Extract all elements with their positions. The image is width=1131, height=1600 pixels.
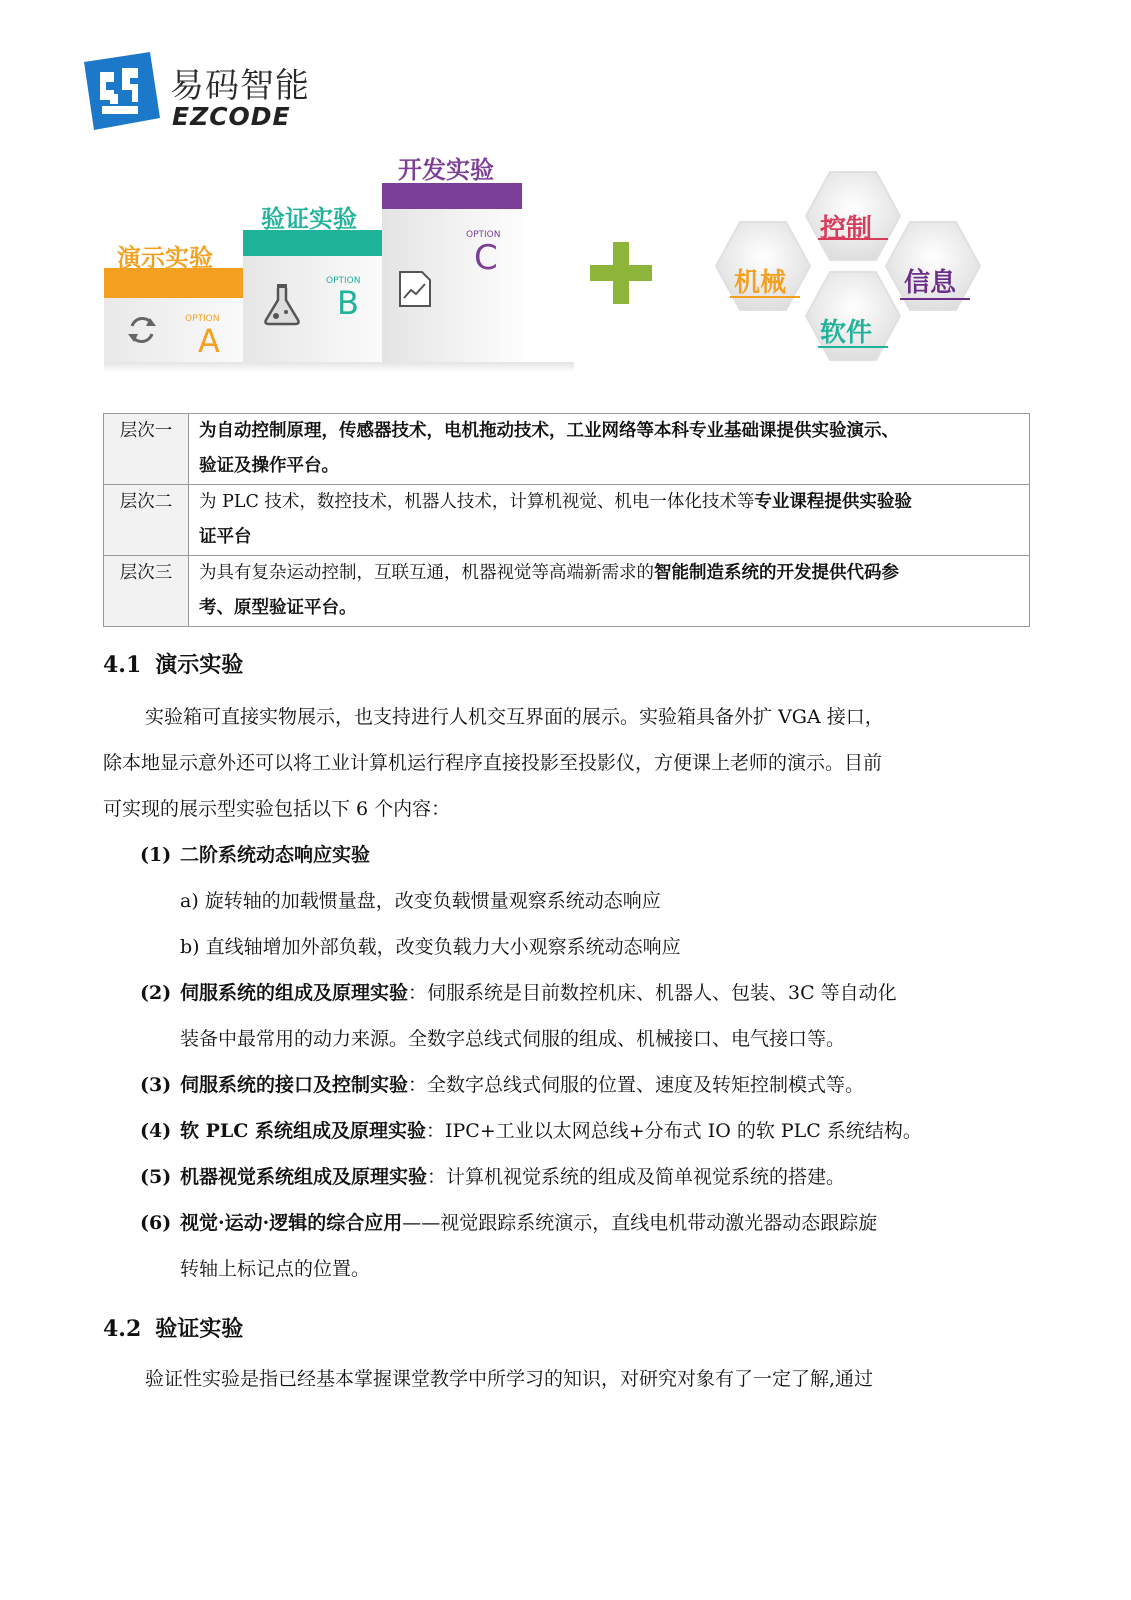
brand-logo: [80, 52, 330, 142]
level-cell: 层次二: [104, 485, 189, 556]
option-a-letter: A: [198, 322, 220, 360]
list-item: [140, 832, 370, 878]
section-4-1-heading: [103, 648, 243, 679]
item-number: (4): [140, 1120, 172, 1142]
paragraph-line: 实验箱可直接实物展示，也支持进行人机交互界面的展示。实验箱具备外扩 VGA 接口，: [145, 706, 884, 728]
desc-bold: 智能制造系统的开发提供代码参: [654, 563, 899, 583]
level-cell: 层次三: [104, 556, 189, 627]
option-b-letter: B: [337, 284, 359, 322]
logo-mark-icon: [80, 52, 162, 134]
option-b-title: 验证实验: [261, 205, 357, 233]
level-desc-cell: [189, 485, 1030, 556]
item-desc: ：全数字总线式伺服的位置、速度及转矩控制模式等。: [408, 1074, 865, 1096]
item-title: 机器视觉系统组成及原理实验: [180, 1166, 428, 1188]
logo-en-text: EZCODE: [172, 102, 291, 131]
plus-icon: [588, 240, 654, 306]
section-number: 4.1: [103, 652, 142, 678]
flask-icon: [262, 282, 302, 328]
paragraph-line: 可实现的展示型实验包括以下 6 个内容：: [103, 798, 451, 820]
item-desc: ：伺服系统是目前数控机床、机器人、包装、3C 等自动化: [408, 982, 897, 1004]
desc-bold: 为自动控制原理，传感器技术，电机拖动技术，工业网络等本科专业基础课提供实验演示、: [199, 421, 899, 441]
item-number: (6): [140, 1212, 172, 1234]
item-continuation: 转轴上标记点的位置。: [180, 1258, 371, 1280]
item-desc: ：IPC+工业以太网总线+分布式 IO 的软 PLC 系统结构。: [426, 1120, 922, 1142]
section-4-2-heading: [103, 1312, 243, 1343]
table-row: [104, 414, 1030, 485]
paragraph-line: 验证性实验是指已经基本掌握课堂教学中所学习的知识，对研究对象有了一定了解,通过: [145, 1368, 874, 1390]
desc-bold: 专业课程提供实验验: [754, 492, 912, 512]
list-item: [140, 1062, 864, 1108]
option-c-letter: C: [474, 238, 498, 278]
table-row: [104, 556, 1030, 627]
desc-plain: 为具有复杂运动控制，互联互通，机器视觉等高端新需求的: [199, 563, 654, 583]
table-row: [104, 485, 1030, 556]
paragraph-line: 除本地显示意外还可以将工业计算机运行程序直接投影至投影仪，方便课上老师的演示。目前: [103, 752, 883, 774]
level-desc-cell: [189, 556, 1030, 627]
option-c-title: 开发实验: [398, 156, 494, 184]
list-item: [140, 1200, 877, 1246]
item-number: (3): [140, 1074, 172, 1096]
desc-bold-cont: 验证及操作平台。: [199, 456, 339, 476]
option-a-tag: OPTION: [185, 314, 220, 324]
hex-label-mechanical: 机械: [734, 268, 787, 298]
list-item: [140, 970, 897, 1016]
option-c-tag: OPTION: [466, 230, 501, 240]
item-title: 伺服系统的组成及原理实验: [180, 982, 409, 1004]
item-desc: ——视觉跟踪系统演示，直线电机带动激光器动态跟踪旋: [402, 1212, 878, 1234]
chart-document-icon: [398, 270, 432, 308]
item-desc: ：计算机视觉系统的组成及简单视觉系统的搭建。: [427, 1166, 846, 1188]
hex-label-control: 控制: [820, 214, 873, 244]
section-title: 验证实验: [155, 1316, 244, 1342]
hex-label-information: 信息: [904, 268, 957, 298]
section-number: 4.2: [103, 1316, 142, 1342]
item-title: 视觉·运动·逻辑的综合应用: [180, 1212, 403, 1234]
level-cell: 层次一: [104, 414, 189, 485]
hex-label-software: 软件: [820, 318, 873, 348]
item-title: 二阶系统动态响应实验: [180, 844, 371, 866]
option-a-title: 演示实验: [117, 244, 213, 272]
sub-item: a) 旋转轴的加载惯量盘，改变负载惯量观察系统动态响应: [180, 890, 661, 912]
levels-table: [103, 413, 1030, 627]
level-desc-cell: [189, 414, 1030, 485]
refresh-icon: [124, 312, 160, 348]
item-continuation: 装备中最常用的动力来源。全数字总线式伺服的组成、机械接口、电气接口等。: [180, 1028, 846, 1050]
list-item: [140, 1154, 845, 1200]
desc-bold-cont: 证平台: [199, 527, 252, 547]
item-number: (5): [140, 1166, 172, 1188]
item-title: 软 PLC 系统组成及原理实验: [180, 1120, 426, 1142]
list-item: [140, 1108, 922, 1154]
option-b-tag: OPTION: [326, 276, 361, 286]
desc-plain: 为 PLC 技术，数控技术，机器人技术，计算机视觉、机电一体化技术等: [199, 492, 755, 512]
sub-item: b) 直线轴增加外部负载，改变负载力大小观察系统动态响应: [180, 936, 681, 958]
logo-cn-text: 易码智能: [170, 66, 310, 106]
desc-bold-cont: 考、原型验证平台。: [199, 598, 357, 618]
item-number: (2): [140, 982, 172, 1004]
item-title: 伺服系统的接口及控制实验: [180, 1074, 409, 1096]
item-number: (1): [140, 844, 172, 866]
section-title: 演示实验: [155, 652, 244, 678]
options-shadow: [104, 362, 574, 372]
